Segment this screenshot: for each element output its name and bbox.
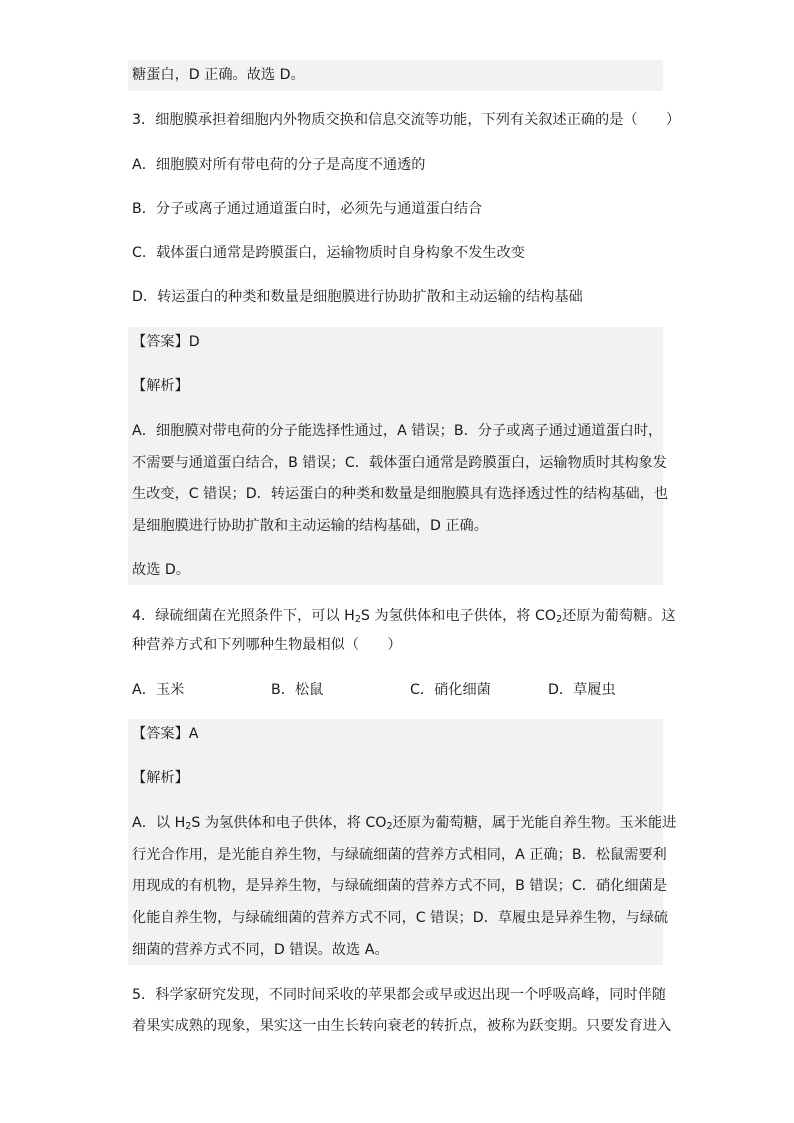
q4-option-c: C．硝化细菌 (410, 682, 491, 698)
q4-stem-text: 还原为葡萄糖。这 (562, 608, 676, 624)
q4-analysis-text: 还原为葡萄糖，属于光能自养生物。玉米能进 (392, 815, 677, 831)
q3-analysis-line: A．细胞膜对带电荷的分子能选择性通过，A 错误；B．分子或离子通过通道蛋白时， (132, 423, 663, 439)
q3-option-a: A．细胞膜对所有带电荷的分子是高度不通透的 (132, 157, 426, 173)
subscript: 2 (386, 821, 393, 832)
q3-analysis-line: 是细胞膜进行协助扩散和主动运输的结构基础，D 正确。 (132, 518, 488, 534)
q3-stem: 3．细胞膜承担着细胞内外物质交换和信息交流等功能，下列有关叙述正确的是（ ） (132, 112, 681, 128)
q2-conclusion: 糖蛋白，D 正确。故选 D。 (132, 67, 305, 83)
q4-stem-text: 4．绿硫细菌在光照条件下，可以 H (132, 608, 355, 624)
q4-analysis-line: 化能自养生物，与绿硫细菌的营养方式不同，C 错误；D．草履虫是异养生物，与绿硫 (132, 910, 669, 926)
q4-analysis-label: 【解析】 (132, 770, 189, 786)
q3-answer: 【答案】D (132, 334, 200, 350)
q4-option-d: D．草履虫 (548, 682, 616, 698)
q4-option-b: B．松鼠 (271, 682, 324, 698)
subscript: 2 (556, 614, 563, 625)
q4-analysis-line: 用现成的有机物，是异养生物，与绿硫细菌的营养方式不同，B 错误；C．硝化细菌是 (132, 878, 667, 894)
q3-analysis-line: 生改变，C 错误；D．转运蛋白的种类和数量是细胞膜具有选择透过性的结构基础，也 (132, 486, 669, 502)
subscript: 2 (185, 821, 192, 832)
q3-conclusion: 故选 D。 (132, 562, 190, 578)
q4-analysis-text: A．以 H (132, 815, 186, 831)
q4-option-a: A．玉米 (132, 682, 185, 698)
q4-stem-line (132, 606, 676, 626)
subscript: 2 (354, 614, 361, 625)
q3-option-b: B．分子或离子通过通道蛋白时，必须先与通道蛋白结合 (132, 201, 483, 217)
q3-analysis-label: 【解析】 (132, 378, 189, 394)
q4-analysis-text: S 为氢供体和电子供体，将 CO (191, 815, 387, 831)
q5-stem-line: 着果实成熟的现象，果实这一由生长转向衰老的转折点，被称为跃变期。只要发育进入 (132, 1018, 672, 1034)
q3-analysis-line: 不需要与通道蛋白结合，B 错误；C．载体蛋白通常是跨膜蛋白，运输物质时其构象发 (132, 455, 667, 471)
q4-answer: 【答案】A (132, 726, 199, 742)
q4-stem-line: 种营养方式和下列哪种生物最相似（ ） (132, 637, 402, 653)
q4-analysis-line: 行光合作用，是光能自养生物，与绿硫细菌的营养方式相同，A 正确；B．松鼠需要利 (132, 847, 667, 863)
q4-analysis-line (132, 813, 676, 833)
q4-analysis-line: 细菌的营养方式不同，D 错误。故选 A。 (132, 942, 389, 958)
q5-stem-line: 5．科学家研究发现，不同时间采收的苹果都会或早或迟出现一个呼吸高峰，同时伴随 (132, 987, 666, 1003)
q3-option-c: C．载体蛋白通常是跨膜蛋白，运输物质时自身构象不发生改变 (132, 245, 525, 261)
answer-shade (128, 719, 663, 965)
q4-stem-text: S 为氢供体和电子供体，将 CO (360, 608, 557, 624)
q3-option-d: D．转运蛋白的种类和数量是细胞膜进行协助扩散和主动运输的结构基础 (132, 289, 583, 305)
